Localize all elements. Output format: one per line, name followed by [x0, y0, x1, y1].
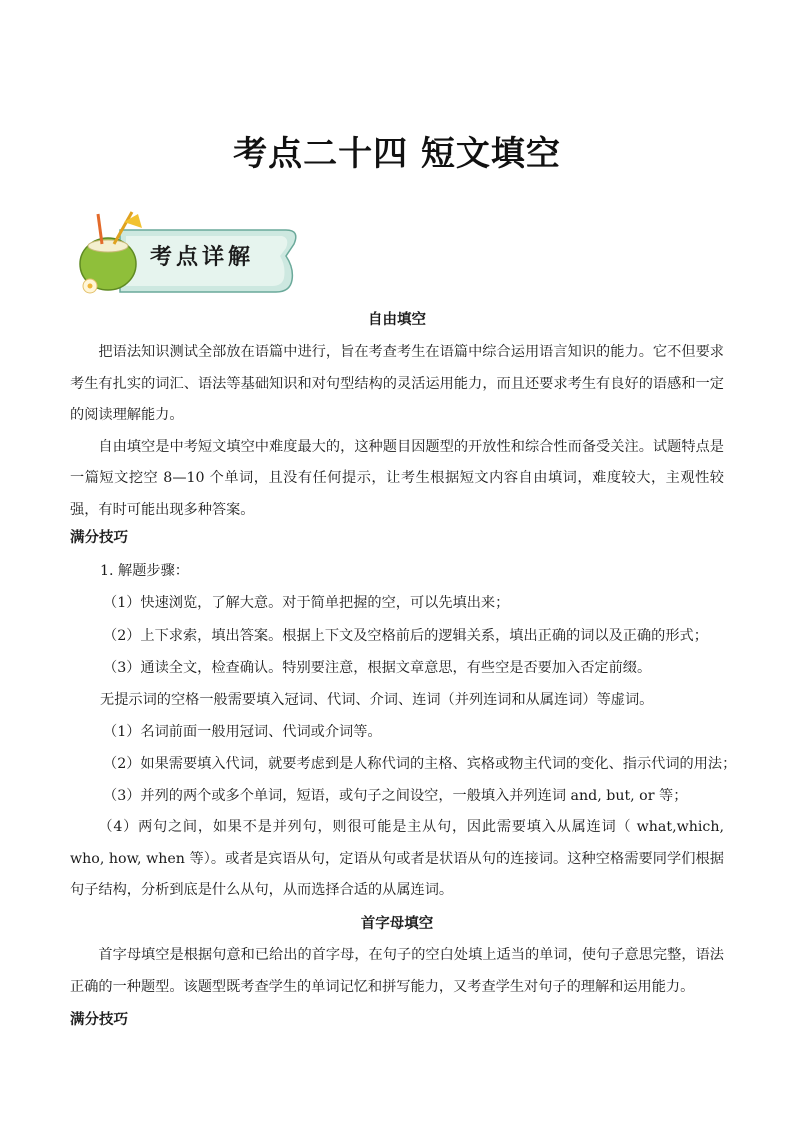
paragraph: 把语法知识测试全部放在语篇中进行，旨在考查考生在语篇中综合运用语言知识的能力。它不但要求考生有扎实的词汇、语法等基础知识和对句型结构的灵活运用能力，而且还要求考生有良好的语感和一定的阅读理解能力。 [70, 344, 724, 423]
section-heading-free-fill: 自由填空 [368, 311, 426, 328]
free-fill-intro [70, 337, 724, 526]
rule-item: （2）如果需要填入代词，就要考虑到是人称代词的主格、宾格或物主代词的变化、指示代词的用法； [103, 756, 737, 772]
step-item: （2）上下求索，填出答案。根据上下文及空格前后的逻辑关系，填出正确的词以及正确的形式； [103, 628, 708, 644]
step-item: （1）快速浏览，了解大意。对于简单把握的空，可以先填出来； [103, 595, 510, 611]
page-title: 考点二十四 短文填空 [233, 134, 561, 174]
steps-title: 1. 解题步骤： [100, 563, 189, 579]
rule-item: （1）名词前面一般用冠词、代词或介词等。 [103, 724, 382, 740]
initial-letter-intro [70, 940, 724, 1003]
note-text: 无提示词的空格一般需要填入冠词、代词、介词、连词（并列连词和从属连词）等虚词。 [100, 692, 654, 708]
tips-heading: 满分技巧 [70, 529, 128, 546]
rule-item-long [70, 812, 724, 907]
rule-item: （3）并列的两个或多个单词，短语，或句子之间设空，一般填入并列连词 and, but, or 等； [103, 788, 688, 804]
section-heading-initial-letter: 首字母填空 [360, 915, 434, 932]
paragraph: （4）两句之间，如果不是并列句，则很可能是主从句，因此需要填入从属连词（ what,which, who, how, when 等）。或者是宾语从句，定语从句或者是状语从句的连接词。这种空格需要同学们根据句子结构，分析到底是什么从句，从而选择合适的从属连词。 [70, 819, 724, 898]
step-item: （3）通读全文，检查确认。特别要注意，根据文章意思，有些空是否要加入否定前缀。 [103, 660, 652, 676]
tips-heading: 满分技巧 [70, 1011, 128, 1028]
banner-label: 考点详解 [150, 244, 255, 270]
paragraph: 首字母填空是根据句意和已给出的首字母，在句子的空白处填上适当的单词，使句子意思完整，语法正确的一种题型。该题型既考查学生的单词记忆和拼写能力，又考查学生对句子的理解和运用能力。 [70, 947, 724, 995]
paragraph: 自由填空是中考短文填空中难度最大的，这种题目因题型的开放性和综合性而备受关注。试题特点是一篇短文挖空 8—10 个单词，且没有任何提示，让考生根据短文内容自由填词，难度较大，主观性较强，有时可能出现多种答案。 [70, 438, 724, 518]
